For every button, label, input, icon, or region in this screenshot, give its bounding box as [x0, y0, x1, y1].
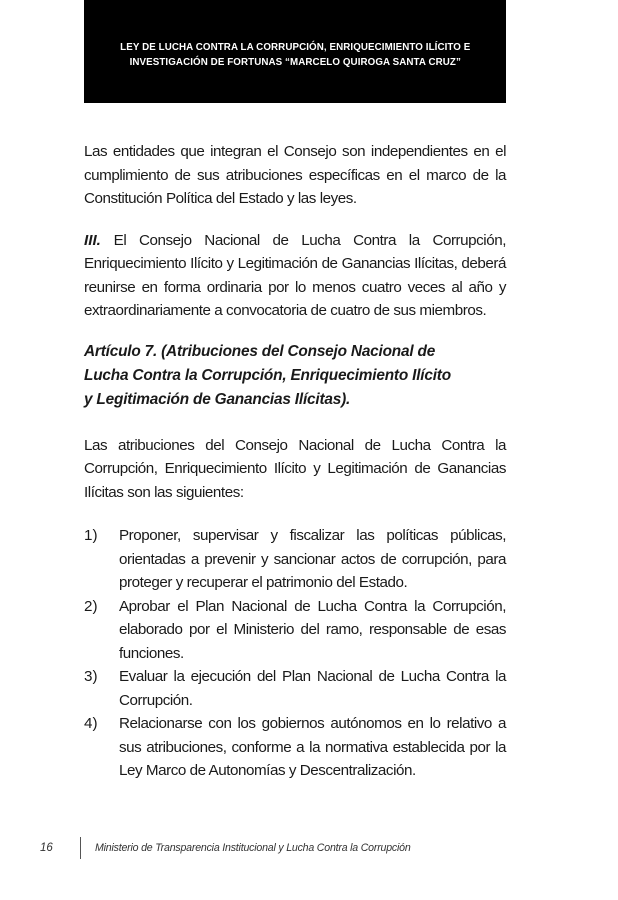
section-iii-text: El Consejo Nacional de Lucha Contra la Corrupción, Enriquecimiento Ilícito y Legitimación de Ganancias Ilícitas, deberá reunirse en forma ordinaria por lo menos cuatro veces al año y extraordinariamente a convocatoria de cuatro de sus miembros. [84, 231, 506, 319]
article-heading-line-3: y Legitimación de Ganancias Ilícitas). [84, 390, 351, 408]
list-item-number: 1) [84, 527, 98, 544]
page-content [84, 140, 506, 799]
list-item-text: Evaluar la ejecución del Plan Nacional de Lucha Contra la Corrupción. [119, 668, 506, 709]
list-item-text: Aprobar el Plan Nacional de Lucha Contra la Corrupción, elaborado por el Ministerio del ramo, responsable de esas funciones. [119, 597, 506, 662]
list-item-number: 2) [84, 597, 98, 615]
paragraph-entities: Las entidades que integran el Consejo son independientes en el cumplimiento de sus atribuciones específicas en el marco de la Constitución Política del Estado y las leyes. [84, 143, 506, 207]
list-item [84, 712, 506, 783]
list-item [84, 665, 506, 712]
header-band [84, 0, 506, 103]
paragraph-section-iii [84, 229, 506, 323]
header-title-line-1: LEY DE LUCHA CONTRA LA CORRUPCIÓN, ENRIQUECIMIENTO ILÍCITO E [119, 41, 471, 53]
list-item [84, 524, 506, 595]
article-heading-line-2: Lucha Contra la Corrupción, Enriquecimiento Ilícito [84, 366, 451, 384]
article-heading [84, 340, 506, 412]
list-item-text: Proponer, supervisar y fiscalizar las políticas públicas, orientadas a prevenir y sancionar actos de corrupción, para proteger y recuperar el patrimonio del Estado. [119, 527, 506, 591]
header-title-line-2: INVESTIGACIÓN DE FORTUNAS “MARCELO QUIROGA SANTA CRUZ” [129, 56, 461, 68]
page-footer [40, 836, 411, 860]
attributions-list [84, 524, 506, 783]
footer-divider [80, 837, 81, 859]
list-item [84, 595, 506, 666]
list-item-number: 3) [84, 668, 98, 685]
section-numeral: III. [84, 231, 101, 249]
paragraph-intro: Las atribuciones del Consejo Nacional de Lucha Contra la Corrupción, Enriquecimiento Ilícito y Legitimación de Ganancias Ilícitas son las siguientes: [84, 436, 506, 501]
article-heading-line-1: Artículo 7. (Atribuciones del Consejo Nacional de [84, 342, 436, 360]
list-item-text: Relacionarse con los gobiernos autónomos en lo relativo a sus atribuciones, conforme a la normativa establecida por la Ley Marco de Autonomías y Descentralización. [119, 715, 506, 779]
list-item-number: 4) [84, 715, 98, 732]
page-number: 16 [40, 842, 53, 854]
footer-ministry-name: Ministerio de Transparencia Institucional y Lucha Contra la Corrupción [95, 842, 411, 854]
